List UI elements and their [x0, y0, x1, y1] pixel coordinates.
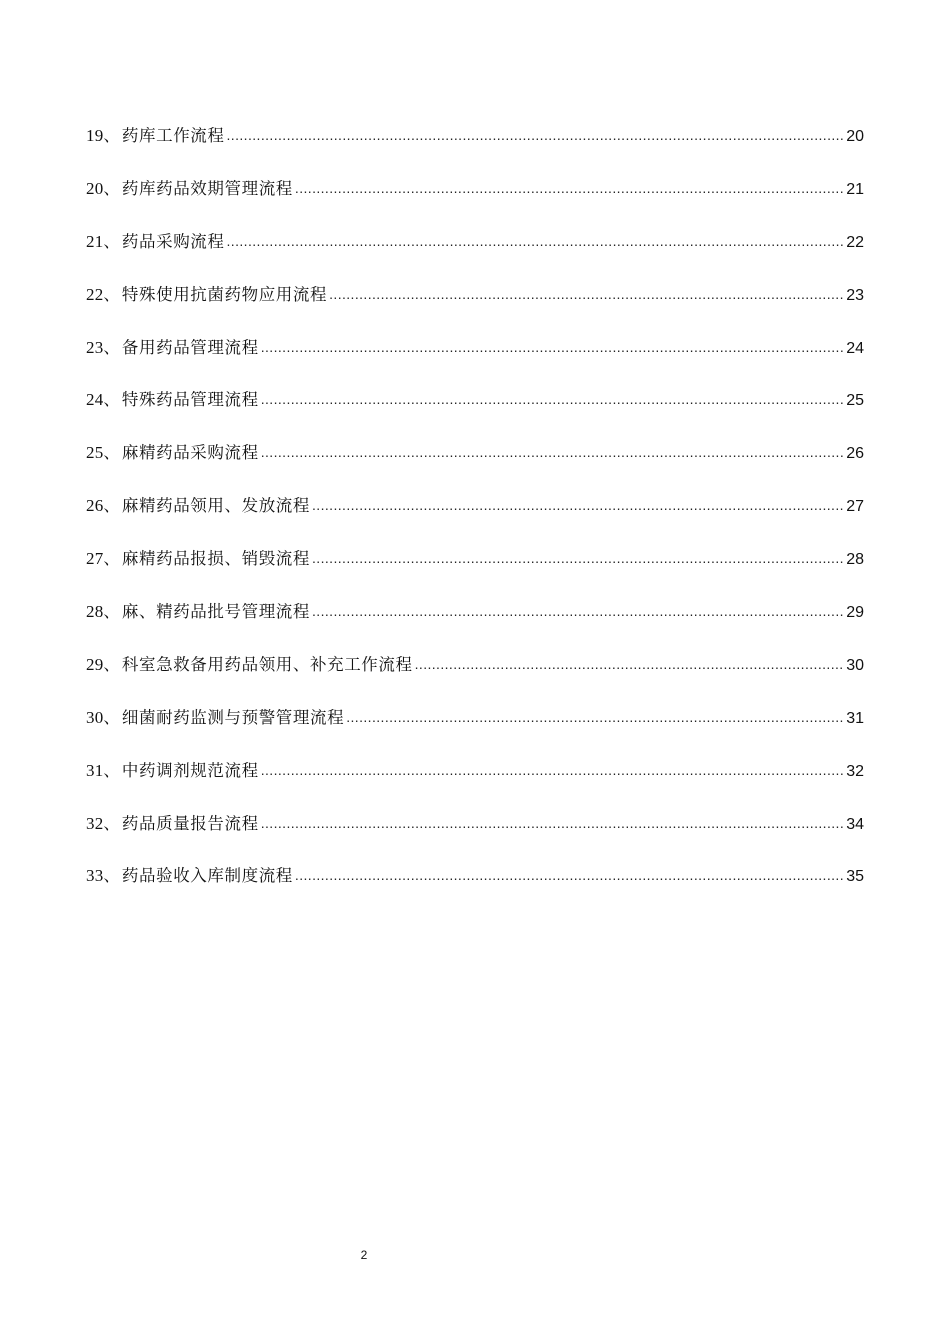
toc-entry-separator: 、	[103, 654, 120, 674]
toc-entry-page: 29	[846, 604, 864, 622]
toc-entry-title: 特殊使用抗菌药物应用流程	[121, 284, 328, 304]
toc-entry-title: 药品质量报告流程	[121, 813, 259, 833]
toc-entry-page: 22	[846, 233, 864, 251]
toc-entry[interactable]	[86, 545, 864, 598]
toc-dot-leader	[329, 280, 844, 308]
toc-entry[interactable]	[86, 439, 864, 492]
toc-entry-title: 麻精药品采购流程	[121, 443, 259, 463]
toc-entry[interactable]	[86, 386, 864, 439]
toc-entry-number: 22	[86, 284, 104, 304]
toc-entry-page: 21	[846, 180, 864, 198]
toc-entry-page: 26	[846, 445, 864, 463]
toc-dot-leader	[312, 597, 844, 625]
toc-entry[interactable]	[86, 175, 864, 228]
toc-entry-title: 麻、精药品批号管理流程	[121, 602, 311, 622]
toc-dot-leader	[312, 491, 844, 519]
toc-entry-number: 19	[86, 126, 104, 145]
table-of-contents	[86, 122, 864, 915]
toc-entry-number: 24	[86, 390, 104, 410]
toc-entry-title: 特殊药品管理流程	[121, 390, 259, 410]
toc-entry[interactable]	[86, 228, 864, 281]
toc-dot-leader	[227, 121, 845, 149]
toc-entry-separator: 、	[103, 126, 120, 145]
toc-entry[interactable]	[86, 862, 864, 915]
toc-entry-page: 34	[846, 815, 864, 833]
toc-entry-number: 25	[86, 443, 104, 463]
toc-entry-number: 28	[86, 602, 104, 622]
toc-entry-title: 药库药品效期管理流程	[121, 178, 293, 198]
toc-entry-separator: 、	[103, 178, 120, 198]
toc-entry-title: 科室急救备用药品领用、补充工作流程	[121, 654, 413, 674]
toc-entry-page: 35	[846, 868, 864, 886]
toc-entry-number: 27	[86, 549, 104, 569]
toc-dot-leader	[346, 703, 844, 731]
toc-dot-leader	[261, 333, 844, 361]
toc-entry-separator: 、	[103, 866, 120, 886]
toc-dot-leader	[295, 861, 844, 889]
toc-entry-page: 31	[846, 709, 864, 727]
toc-entry[interactable]	[86, 281, 864, 334]
toc-entry[interactable]	[86, 598, 864, 651]
toc-entry-number: 32	[86, 813, 104, 833]
toc-entry[interactable]	[86, 122, 864, 175]
toc-entry-page: 32	[846, 762, 864, 780]
toc-entry-page: 23	[846, 286, 864, 304]
toc-entry-separator: 、	[103, 496, 120, 516]
toc-entry[interactable]	[86, 334, 864, 387]
toc-entry-separator: 、	[103, 602, 120, 622]
toc-dot-leader	[295, 174, 844, 202]
toc-dot-leader	[415, 650, 845, 678]
toc-entry-number: 29	[86, 654, 104, 674]
toc-entry[interactable]	[86, 492, 864, 545]
toc-entry-separator: 、	[103, 284, 120, 304]
toc-dot-leader	[261, 438, 844, 466]
toc-dot-leader	[312, 544, 844, 572]
toc-entry-title: 药品采购流程	[121, 231, 225, 251]
toc-entry-title: 中药调剂规范流程	[121, 760, 259, 780]
toc-entry-page: 28	[846, 551, 864, 569]
toc-entry-page: 20	[846, 128, 864, 145]
toc-dot-leader	[261, 809, 844, 837]
toc-entry-number: 31	[86, 760, 104, 780]
toc-entry[interactable]	[86, 651, 864, 704]
toc-entry-page: 30	[846, 656, 864, 674]
toc-entry-number: 30	[86, 707, 104, 727]
toc-entry-number: 23	[86, 337, 104, 357]
toc-dot-leader	[261, 756, 844, 784]
toc-entry-number: 33	[86, 866, 104, 886]
toc-entry-separator: 、	[103, 443, 120, 463]
toc-dot-leader	[261, 385, 844, 413]
toc-entry-separator: 、	[103, 337, 120, 357]
toc-entry-number: 21	[86, 231, 104, 251]
toc-entry-title: 麻精药品领用、发放流程	[121, 496, 311, 516]
toc-entry-separator: 、	[103, 813, 120, 833]
toc-entry-page: 25	[846, 392, 864, 410]
toc-entry-number: 20	[86, 178, 104, 198]
toc-entry-page: 27	[846, 498, 864, 516]
toc-entry-title: 备用药品管理流程	[121, 337, 259, 357]
page-number: 2	[360, 1248, 368, 1262]
toc-entry-page: 24	[846, 339, 864, 357]
toc-entry-number: 26	[86, 496, 104, 516]
toc-entry-title: 麻精药品报损、销毁流程	[121, 549, 311, 569]
toc-entry-separator: 、	[103, 549, 120, 569]
toc-entry-separator: 、	[103, 390, 120, 410]
toc-entry-separator: 、	[103, 707, 120, 727]
toc-dot-leader	[227, 227, 845, 255]
toc-entry-separator: 、	[103, 231, 120, 251]
toc-entry[interactable]	[86, 704, 864, 757]
toc-entry-separator: 、	[103, 760, 120, 780]
toc-entry[interactable]	[86, 810, 864, 863]
toc-entry-title: 细菌耐药监测与预警管理流程	[121, 707, 345, 727]
toc-entry-title: 药库工作流程	[121, 126, 225, 145]
toc-entry-title: 药品验收入库制度流程	[121, 866, 293, 886]
toc-entry[interactable]	[86, 757, 864, 810]
